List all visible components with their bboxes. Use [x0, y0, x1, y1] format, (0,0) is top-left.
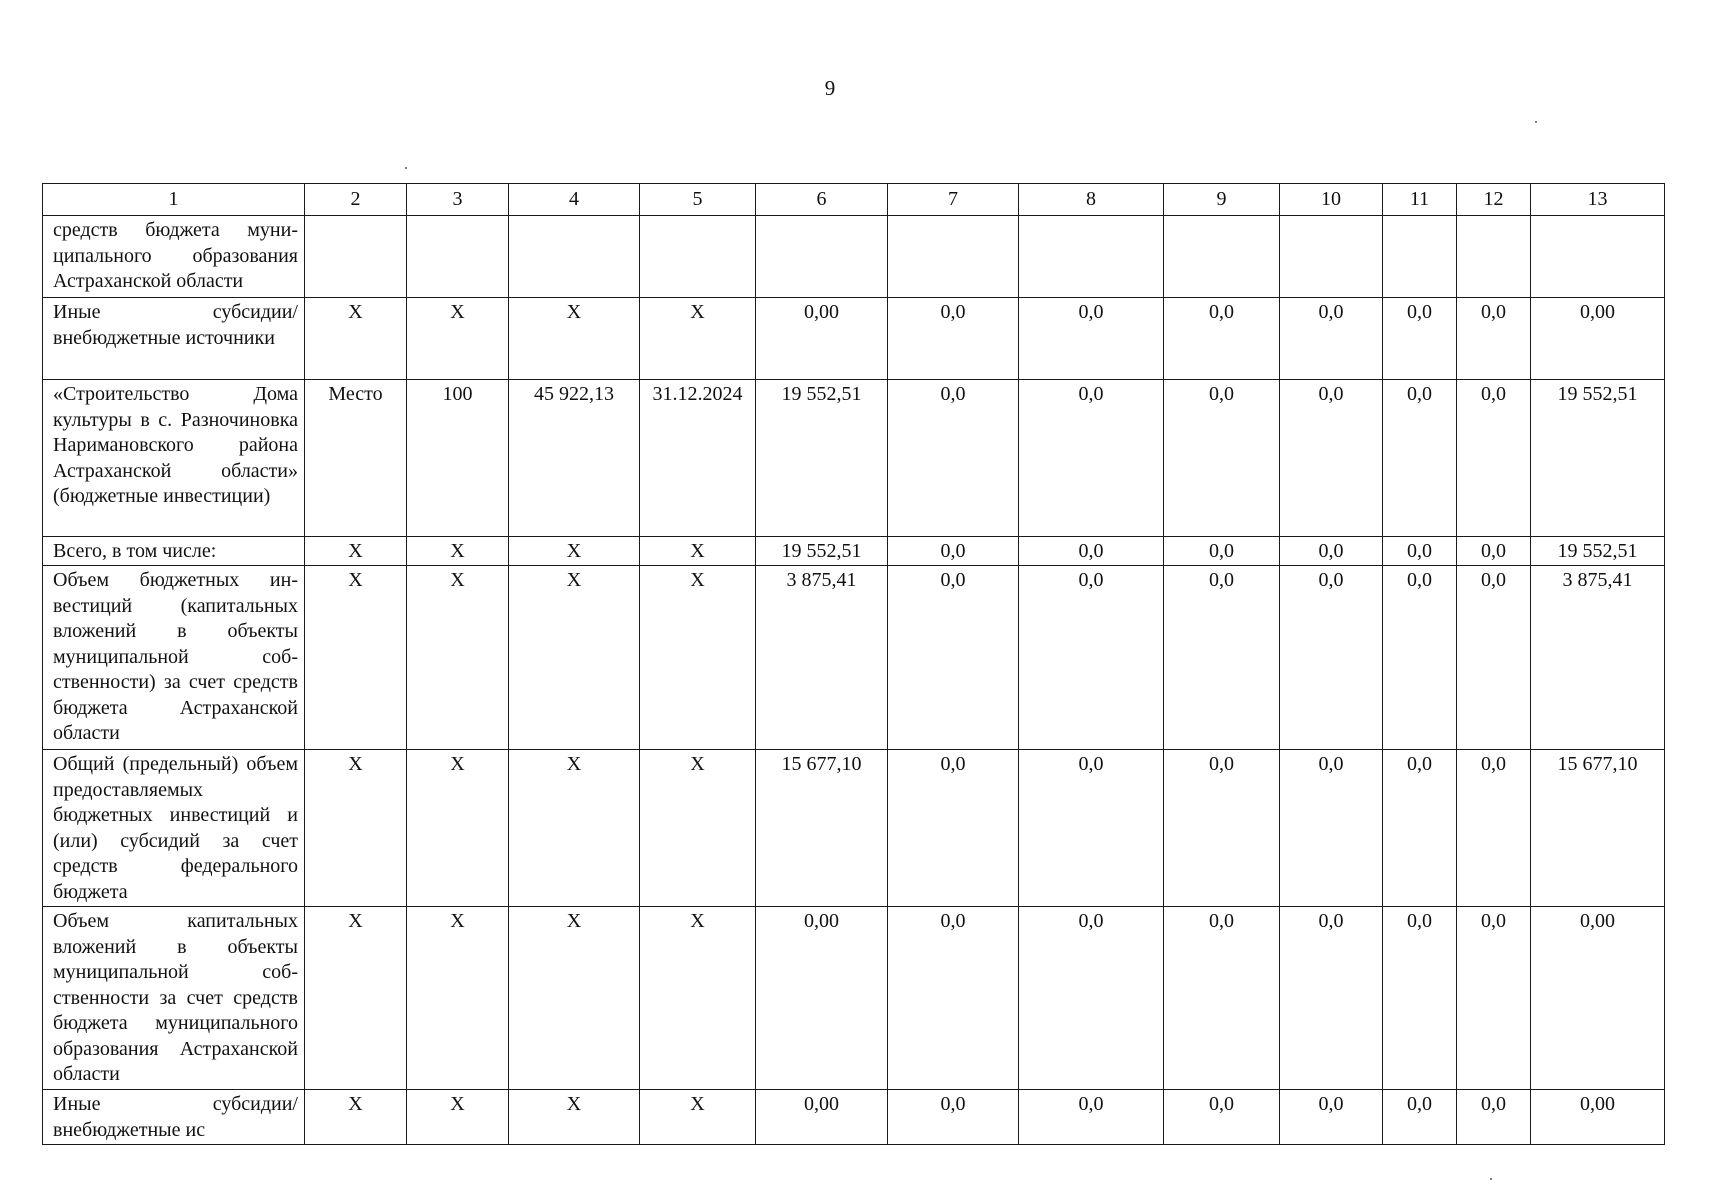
table-cell [305, 216, 407, 298]
table-cell: 0,0 [1383, 380, 1457, 537]
table-header-row [43, 184, 1665, 216]
column-number: 3 [407, 184, 509, 216]
table-cell: 0,0 [1280, 380, 1383, 537]
table-cell: 0,0 [1383, 566, 1457, 750]
table-cell: 0,0 [888, 566, 1019, 750]
row-label: средств бюджета муниципального образования Астраханской области [43, 216, 305, 298]
table-cell: 0,00 [1531, 907, 1665, 1090]
row-label: Иные субсидии/внебюджетные ис [43, 1090, 305, 1145]
table-cell: 0,0 [888, 380, 1019, 537]
row-label: «Строительство Дома культуры в с. Разночиновка Наримановского района Астраханской области» (бюджетные инвестиции) [43, 380, 305, 537]
table-cell [1164, 216, 1280, 298]
column-number: 5 [640, 184, 756, 216]
table-cell: 0,00 [756, 907, 888, 1090]
table-row [43, 537, 1665, 566]
table-cell: 0,0 [888, 537, 1019, 566]
table-cell: 45 922,13 [509, 380, 640, 537]
table-cell: X [407, 750, 509, 907]
table-cell [1280, 216, 1383, 298]
table-cell: 0,0 [1383, 750, 1457, 907]
table-cell: 0,0 [1164, 907, 1280, 1090]
table-cell: 0,0 [1280, 566, 1383, 750]
table-cell: 0,0 [1280, 907, 1383, 1090]
table-cell: 19 552,51 [756, 537, 888, 566]
table-cell: 0,0 [1383, 907, 1457, 1090]
column-number: 1 [43, 184, 305, 216]
table-cell: 0,0 [1019, 907, 1164, 1090]
table-cell: X [509, 537, 640, 566]
table-cell [640, 216, 756, 298]
table-cell: 19 552,51 [1531, 537, 1665, 566]
table-cell: X [407, 298, 509, 380]
table-cell: 0,0 [1164, 380, 1280, 537]
table-cell: 0,0 [1019, 1090, 1164, 1145]
table-cell: 0,0 [1383, 537, 1457, 566]
table-cell: 0,0 [1019, 298, 1164, 380]
column-number: 10 [1280, 184, 1383, 216]
table-cell [1531, 216, 1665, 298]
table-cell: X [305, 537, 407, 566]
table-cell: 0,00 [756, 298, 888, 380]
table-cell: 3 875,41 [1531, 566, 1665, 750]
table-row [43, 750, 1665, 907]
table-cell: 19 552,51 [756, 380, 888, 537]
column-number: 12 [1457, 184, 1531, 216]
table-cell: 0,0 [888, 907, 1019, 1090]
page-number: 9 [824, 76, 836, 100]
table-cell: X [305, 750, 407, 907]
table-cell: X [305, 298, 407, 380]
table-cell: X [407, 566, 509, 750]
table-cell: X [509, 1090, 640, 1145]
table-cell: 0,0 [888, 298, 1019, 380]
table-cell: 0,0 [1280, 537, 1383, 566]
table-cell: 0,0 [1383, 298, 1457, 380]
table-cell: 0,0 [1164, 298, 1280, 380]
table-cell: 0,0 [1280, 1090, 1383, 1145]
table-cell: 0,0 [1383, 1090, 1457, 1145]
table-cell: 0,0 [1164, 566, 1280, 750]
table-cell [888, 216, 1019, 298]
row-label: Иные субсидии/внебюджетные источники [43, 298, 305, 380]
column-number: 6 [756, 184, 888, 216]
table-cell: 100 [407, 380, 509, 537]
table-cell: 0,0 [1457, 566, 1531, 750]
table-cell: X [640, 566, 756, 750]
row-label: Объем капитальных вложений в объекты муниципальной собственности за счет средств бюджета муниципального образования Астраханской области [43, 907, 305, 1090]
table-cell: X [305, 1090, 407, 1145]
table-cell: 0,0 [1019, 566, 1164, 750]
table-cell: 0,00 [1531, 1090, 1665, 1145]
scan-speck [1535, 121, 1537, 123]
table-cell: X [305, 566, 407, 750]
table-cell [509, 216, 640, 298]
table-row [43, 566, 1665, 750]
table-cell: 15 677,10 [1531, 750, 1665, 907]
table-cell: 0,0 [1019, 750, 1164, 907]
table-cell: X [509, 750, 640, 907]
table-cell: X [640, 907, 756, 1090]
table-cell [1019, 216, 1164, 298]
table-row [43, 1090, 1665, 1145]
table-cell: 0,00 [756, 1090, 888, 1145]
row-label: Всего, в том числе: [43, 537, 305, 566]
table-row [43, 216, 1665, 298]
table-cell: 3 875,41 [756, 566, 888, 750]
table-cell: X [509, 566, 640, 750]
column-number: 8 [1019, 184, 1164, 216]
table-cell [407, 216, 509, 298]
table-cell: 0,0 [1457, 907, 1531, 1090]
row-label: Объем бюджетных инвестиций (капитальных вложений в объекты муниципальной собственности) за счет средств бюджета Астраханской области [43, 566, 305, 750]
table-cell: X [407, 907, 509, 1090]
table-cell: X [640, 750, 756, 907]
table-cell: 0,0 [1457, 380, 1531, 537]
table-cell: 0,0 [1019, 380, 1164, 537]
table-cell: X [640, 1090, 756, 1145]
column-number: 9 [1164, 184, 1280, 216]
scan-speck [405, 167, 407, 169]
column-number: 4 [509, 184, 640, 216]
table-cell: X [407, 537, 509, 566]
investment-table [42, 183, 1665, 1145]
table-cell: 0,0 [1019, 537, 1164, 566]
table-row [43, 380, 1665, 537]
table-cell: 0,0 [1164, 750, 1280, 907]
table-row [43, 298, 1665, 380]
table-cell: 0,0 [1164, 1090, 1280, 1145]
table-cell: X [509, 298, 640, 380]
table-cell: 0,0 [1457, 1090, 1531, 1145]
table-cell: 15 677,10 [756, 750, 888, 907]
table-cell: Место [305, 380, 407, 537]
table-cell: 0,0 [1457, 537, 1531, 566]
table-cell: X [640, 537, 756, 566]
table-cell: 0,0 [1457, 750, 1531, 907]
table-cell: 0,0 [888, 750, 1019, 907]
table-cell [1383, 216, 1457, 298]
column-number: 11 [1383, 184, 1457, 216]
table-cell: 0,00 [1531, 298, 1665, 380]
table-cell: 0,0 [1280, 750, 1383, 907]
row-label: Общий (предельный) объем предоставляемых бюджетных инвестиций и (или) субсидий за счет средств федерального бюджета [43, 750, 305, 907]
table-cell: X [509, 907, 640, 1090]
table-cell: X [407, 1090, 509, 1145]
table-cell: X [305, 907, 407, 1090]
table-cell: 0,0 [1457, 298, 1531, 380]
table-cell [1457, 216, 1531, 298]
table-cell: 0,0 [888, 1090, 1019, 1145]
table-cell [756, 216, 888, 298]
table-row [43, 907, 1665, 1090]
table-cell: 19 552,51 [1531, 380, 1665, 537]
column-number: 7 [888, 184, 1019, 216]
table-cell: X [640, 298, 756, 380]
table-cell: 31.12.2024 [640, 380, 756, 537]
table-cell: 0,0 [1164, 537, 1280, 566]
column-number: 2 [305, 184, 407, 216]
scan-speck [1490, 1178, 1492, 1180]
table-cell: 0,0 [1280, 298, 1383, 380]
column-number: 13 [1531, 184, 1665, 216]
